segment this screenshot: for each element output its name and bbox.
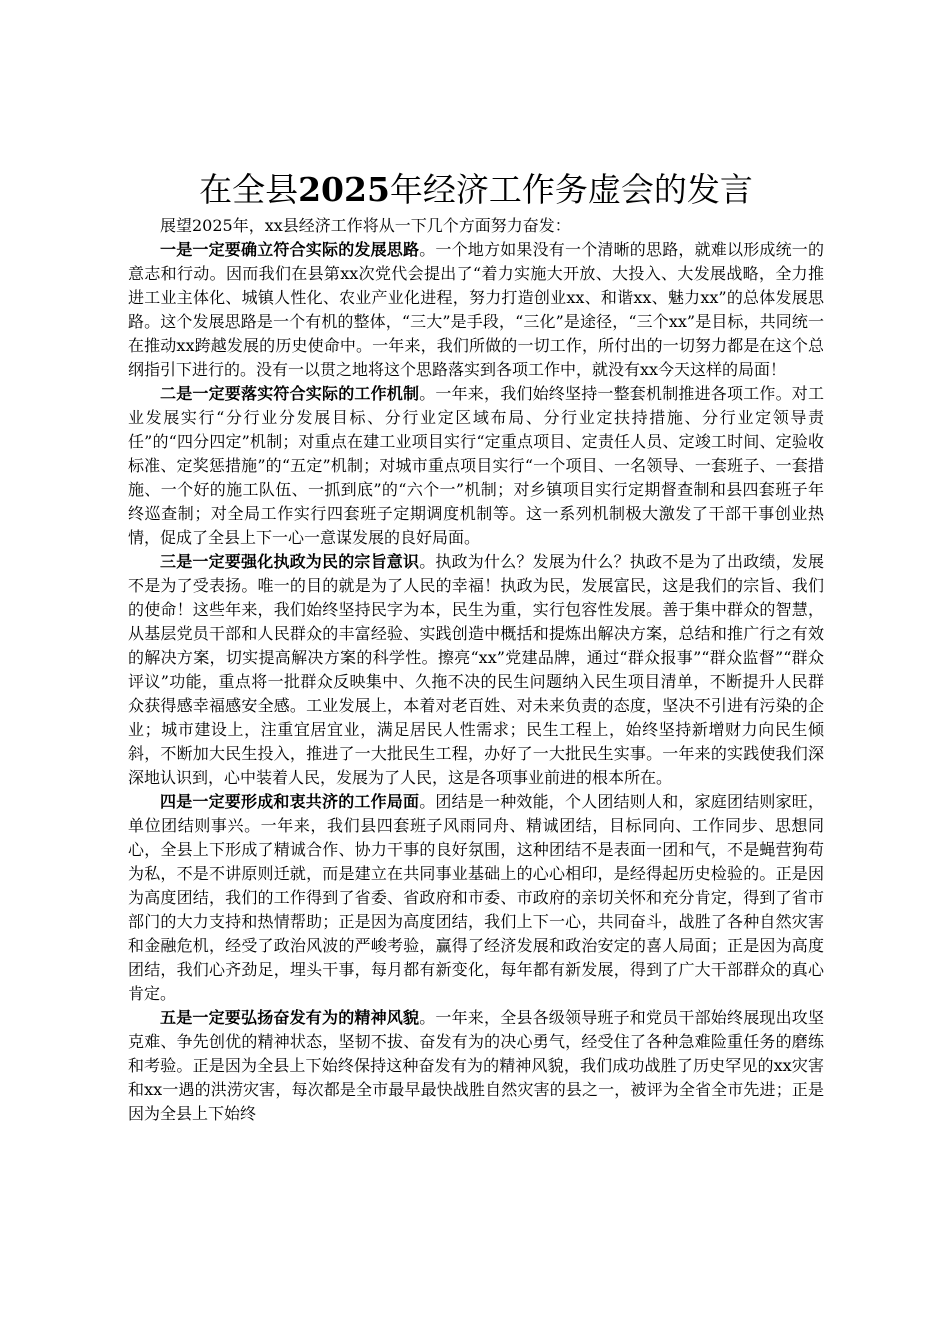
title-prefix: 在全县 xyxy=(199,170,299,209)
section-paragraph-2 xyxy=(128,382,824,550)
section-paragraph-4 xyxy=(128,790,824,1006)
section-body-2: 。一年来，我们始终坚持一整套机制推进各项工作。对工业发展实行“分行业分发展目标、分行业定区域布局、分行业定扶持措施、分行业定领导责任”的“四分四定”机制；对重点在建工业项目实行“定重点项目、定责任人员、定竣工时间、定验收标准、定奖惩措施”的“五定”机制；对城市重点项目实行“一个项目、一名领导、一套班子、一套措施、一个好的施工队伍、一抓到底”的“六个一”机制；对乡镇项目实行定期督查制和县四套班子年终巡查制；对全局工作实行四套班子定期调度机制等。这一系列机制极大激发了干部干事创业热情，促成了全县上下一心一意谋发展的良好局面。 xyxy=(128,384,824,547)
section-heading-2: 二是一定要落实符合实际的工作机制 xyxy=(160,384,420,403)
document-title xyxy=(128,168,824,212)
section-body-5: 。一年来，全县各级领导班子和党员干部始终展现出攻坚克难、争先创优的精神状态，坚韧不拔、奋发有为的决心勇气，经受住了各种急难险重任务的磨练和考验。正是因为全县上下始终保持这种奋发有为的精神风貌，我们成功战胜了历史罕见的xx灾害和xx一遇的洪涝灾害，每次都是全市最早最快战胜自然灾害的县之一，被评为全省全市先进；正是因为全县上下始终 xyxy=(128,1008,824,1123)
document-page xyxy=(128,168,824,1126)
title-suffix: 年经济工作务虚会的发言 xyxy=(389,170,753,209)
section-body-1: 。一个地方如果没有一个清晰的思路，就难以形成统一的意志和行动。因而我们在县第xx次党代会提出了“着力实施大开放、大投入、大发展战略，全力推进工业主体化、城镇人性化、农业产业化进程，努力打造创业xx、和谐xx、魅力xx”的总体发展思路。这个发展思路是一个有机的整体，“三大”是手段，“三化”是途径，“三个xx”是目标，共同统一在推动xx跨越发展的历史使命中。一年来，我们所做的一切工作，所付出的一切努力都是在这个总纲指引下进行的。没有一以贯之地将这个思路落实到各项工作中，就没有xx今天这样的局面！ xyxy=(128,240,824,379)
title-year: 2025 xyxy=(298,170,390,209)
section-paragraph-1 xyxy=(128,238,824,382)
intro-paragraph: 展望2025年，xx县经济工作将从一下几个方面努力奋发： xyxy=(160,216,571,235)
section-paragraph-3 xyxy=(128,550,824,790)
section-heading-3: 三是一定要强化执政为民的宗旨意识 xyxy=(160,552,420,571)
section-heading-5: 五是一定要弘扬奋发有为的精神风貌 xyxy=(160,1008,420,1027)
section-body-3: 。执政为什么？发展为什么？执政不是为了出政绩，发展不是为了受表扬。唯一的目的就是为了人民的幸福！执政为民，发展富民，这是我们的宗旨、我们的使命！这些年来，我们始终坚持民字为本，民生为重，实行包容性发展。善于集中群众的智慧，从基层党员干部和人民群众的丰富经验、实践创造中概括和提炼出解决方案，总结和推广行之有效的解决方案，切实提高解决方案的科学性。擦亮“xx”党建品牌，通过“群众报事”“群众监督”“群众评议”功能，重点将一批群众反映集中、久拖不决的民生问题纳入民生项目清单，不断提升人民群众获得感幸福感安全感。工业发展上，本着对老百姓、对未来负责的态度，坚决不引进有污染的企业；城市建设上，注重宜居宜业，满足居民人性需求；民生工程上，始终坚持新增财力向民生倾斜，不断加大民生投入，推进了一大批民生工程，办好了一大批民生实事。一年来的实践使我们深深地认识到，心中装着人民，发展为了人民，这是各项事业前进的根本所在。 xyxy=(128,552,824,787)
section-paragraph-5 xyxy=(128,1006,824,1126)
section-body-4: 。团结是一种效能，个人团结则人和，家庭团结则家旺，单位团结则事兴。一年来，我们县四套班子风雨同舟、精诚团结，目标同向、工作同步、思想同心，全县上下形成了精诚合作、协力干事的良好氛围，这种团结不是表面一团和气，不是蝇营狗苟为私，不是不讲原则迁就，而是建立在共同事业基础上的心心相印，是经得起历史检验的。正是因为高度团结，我们的工作得到了省委、省政府和市委、市政府的亲切关怀和充分肯定，得到了省市部门的大力支持和热情帮助；正是因为高度团结，我们上下一心，共同奋斗，战胜了各种自然灾害和金融危机，经受了政治风波的严峻考验，赢得了经济发展和政治安定的喜人局面；正是因为高度团结，我们心齐劲足，埋头干事，每月都有新变化，每年都有新发展，得到了广大干部群众的真心肯定。 xyxy=(128,792,824,1003)
section-heading-4: 四是一定要形成和衷共济的工作局面 xyxy=(160,792,420,811)
section-heading-1: 一是一定要确立符合实际的发展思路 xyxy=(160,240,420,259)
